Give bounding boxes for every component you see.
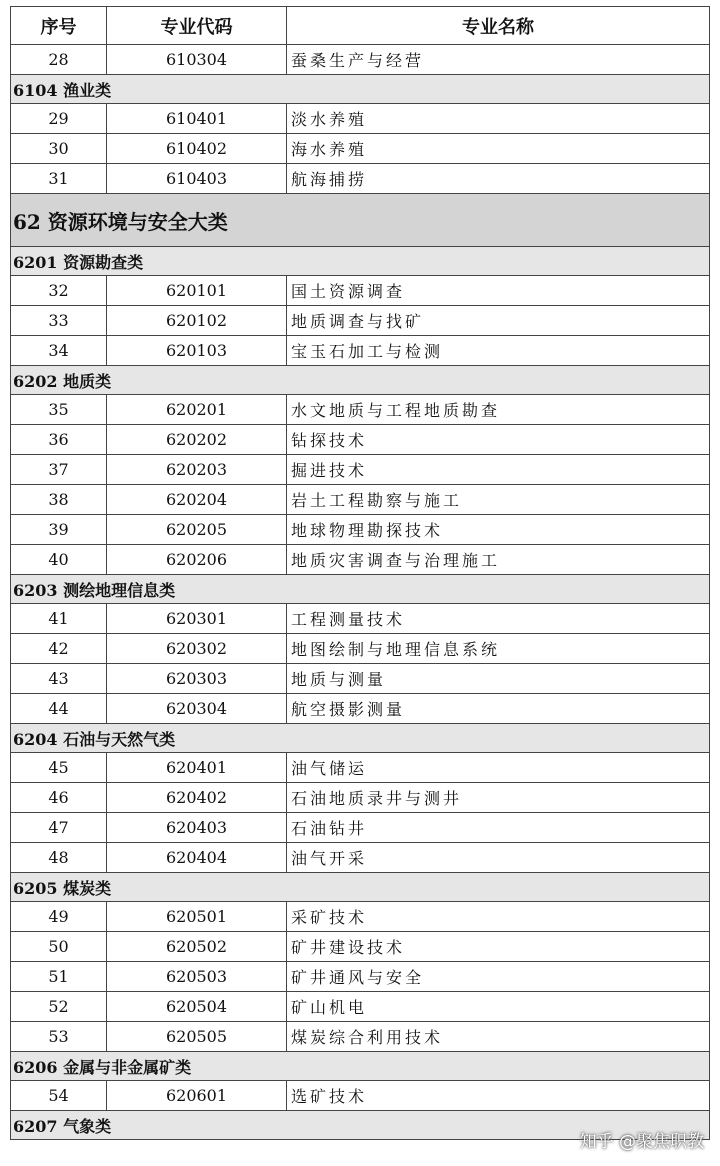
serial-cell: 49 <box>11 902 107 932</box>
name-cell: 石油钻井 <box>287 813 710 843</box>
name-cell: 煤炭综合利用技术 <box>287 1022 710 1052</box>
table-row <box>11 992 710 1022</box>
category-row <box>11 366 710 395</box>
code-cell: 620201 <box>107 395 287 425</box>
serial-cell: 51 <box>11 962 107 992</box>
name-cell: 航海捕捞 <box>287 164 710 194</box>
code-cell: 620503 <box>107 962 287 992</box>
category-row <box>11 724 710 753</box>
table-row <box>11 276 710 306</box>
serial-cell: 54 <box>11 1081 107 1111</box>
code-cell: 620601 <box>107 1081 287 1111</box>
name-cell: 地质与测量 <box>287 664 710 694</box>
category-row <box>11 247 710 276</box>
table-row <box>11 395 710 425</box>
serial-cell: 44 <box>11 694 107 724</box>
code-cell: 610402 <box>107 134 287 164</box>
serial-cell: 47 <box>11 813 107 843</box>
code-cell: 610401 <box>107 104 287 134</box>
code-cell: 620302 <box>107 634 287 664</box>
name-cell: 石油地质录井与测井 <box>287 783 710 813</box>
serial-cell: 31 <box>11 164 107 194</box>
table-row <box>11 664 710 694</box>
table-row <box>11 455 710 485</box>
name-cell: 水文地质与工程地质勘查 <box>287 395 710 425</box>
code-cell: 620505 <box>107 1022 287 1052</box>
category-row <box>11 75 710 104</box>
table-row <box>11 634 710 664</box>
serial-cell: 46 <box>11 783 107 813</box>
category-label: 6202 地质类 <box>11 366 710 395</box>
table-row <box>11 694 710 724</box>
name-cell: 地质灾害调查与治理施工 <box>287 545 710 575</box>
serial-cell: 29 <box>11 104 107 134</box>
table-row <box>11 604 710 634</box>
name-cell: 岩土工程勘察与施工 <box>287 485 710 515</box>
name-cell: 国土资源调查 <box>287 276 710 306</box>
serial-cell: 36 <box>11 425 107 455</box>
name-cell: 选矿技术 <box>287 1081 710 1111</box>
table-row <box>11 753 710 783</box>
name-cell: 淡水养殖 <box>287 104 710 134</box>
category-label: 6203 测绘地理信息类 <box>11 575 710 604</box>
table-row <box>11 843 710 873</box>
category-label: 6201 资源勘查类 <box>11 247 710 276</box>
table-row <box>11 485 710 515</box>
code-cell: 620103 <box>107 336 287 366</box>
watermark-text: 知乎 @聚焦职教 <box>579 1132 704 1152</box>
table-row <box>11 932 710 962</box>
name-cell: 地质调查与找矿 <box>287 306 710 336</box>
name-cell: 航空摄影测量 <box>287 694 710 724</box>
serial-cell: 37 <box>11 455 107 485</box>
name-cell: 工程测量技术 <box>287 604 710 634</box>
table-row <box>11 902 710 932</box>
serial-cell: 30 <box>11 134 107 164</box>
serial-cell: 45 <box>11 753 107 783</box>
serial-cell: 39 <box>11 515 107 545</box>
serial-cell: 52 <box>11 992 107 1022</box>
name-cell: 地图绘制与地理信息系统 <box>287 634 710 664</box>
name-cell: 矿山机电 <box>287 992 710 1022</box>
table-row <box>11 515 710 545</box>
code-cell: 620401 <box>107 753 287 783</box>
serial-cell: 32 <box>11 276 107 306</box>
category-label: 6207 气象类 <box>11 1111 710 1140</box>
name-cell: 油气储运 <box>287 753 710 783</box>
name-cell: 地球物理勘探技术 <box>287 515 710 545</box>
table-row <box>11 104 710 134</box>
serial-cell: 43 <box>11 664 107 694</box>
code-cell: 620202 <box>107 425 287 455</box>
code-cell: 610304 <box>107 45 287 75</box>
major-category-row <box>11 194 710 247</box>
serial-cell: 50 <box>11 932 107 962</box>
table-row <box>11 425 710 455</box>
table-row <box>11 1022 710 1052</box>
major-category-label: 62 资源环境与安全大类 <box>11 194 710 247</box>
code-cell: 620301 <box>107 604 287 634</box>
table-row <box>11 134 710 164</box>
name-cell: 宝玉石加工与检测 <box>287 336 710 366</box>
majors-table <box>10 6 710 1140</box>
table-row <box>11 1081 710 1111</box>
name-cell: 矿井通风与安全 <box>287 962 710 992</box>
serial-cell: 40 <box>11 545 107 575</box>
code-cell: 620203 <box>107 455 287 485</box>
header-serial: 序号 <box>11 7 107 45</box>
name-cell: 矿井建设技术 <box>287 932 710 962</box>
table-row <box>11 813 710 843</box>
table-row <box>11 962 710 992</box>
table-row <box>11 164 710 194</box>
code-cell: 620206 <box>107 545 287 575</box>
table-body <box>11 45 710 1140</box>
name-cell: 掘进技术 <box>287 455 710 485</box>
code-cell: 620403 <box>107 813 287 843</box>
category-label: 6104 渔业类 <box>11 75 710 104</box>
table-row <box>11 783 710 813</box>
category-row <box>11 1052 710 1081</box>
category-row <box>11 873 710 902</box>
code-cell: 610403 <box>107 164 287 194</box>
table-row <box>11 545 710 575</box>
table-row <box>11 306 710 336</box>
serial-cell: 38 <box>11 485 107 515</box>
serial-cell: 53 <box>11 1022 107 1052</box>
code-cell: 620303 <box>107 664 287 694</box>
table-row <box>11 45 710 75</box>
code-cell: 620304 <box>107 694 287 724</box>
table-row <box>11 336 710 366</box>
serial-cell: 41 <box>11 604 107 634</box>
category-row <box>11 575 710 604</box>
code-cell: 620101 <box>107 276 287 306</box>
serial-cell: 35 <box>11 395 107 425</box>
code-cell: 620402 <box>107 783 287 813</box>
serial-cell: 28 <box>11 45 107 75</box>
serial-cell: 42 <box>11 634 107 664</box>
name-cell: 钻探技术 <box>287 425 710 455</box>
name-cell: 海水养殖 <box>287 134 710 164</box>
code-cell: 620205 <box>107 515 287 545</box>
table-header-row <box>11 7 710 45</box>
name-cell: 蚕桑生产与经营 <box>287 45 710 75</box>
name-cell: 油气开采 <box>287 843 710 873</box>
code-cell: 620204 <box>107 485 287 515</box>
header-code: 专业代码 <box>107 7 287 45</box>
code-cell: 620404 <box>107 843 287 873</box>
code-cell: 620102 <box>107 306 287 336</box>
serial-cell: 48 <box>11 843 107 873</box>
serial-cell: 33 <box>11 306 107 336</box>
serial-cell: 34 <box>11 336 107 366</box>
code-cell: 620504 <box>107 992 287 1022</box>
name-cell: 采矿技术 <box>287 902 710 932</box>
category-label: 6204 石油与天然气类 <box>11 724 710 753</box>
header-name: 专业名称 <box>287 7 710 45</box>
category-label: 6205 煤炭类 <box>11 873 710 902</box>
code-cell: 620502 <box>107 932 287 962</box>
category-label: 6206 金属与非金属矿类 <box>11 1052 710 1081</box>
code-cell: 620501 <box>107 902 287 932</box>
